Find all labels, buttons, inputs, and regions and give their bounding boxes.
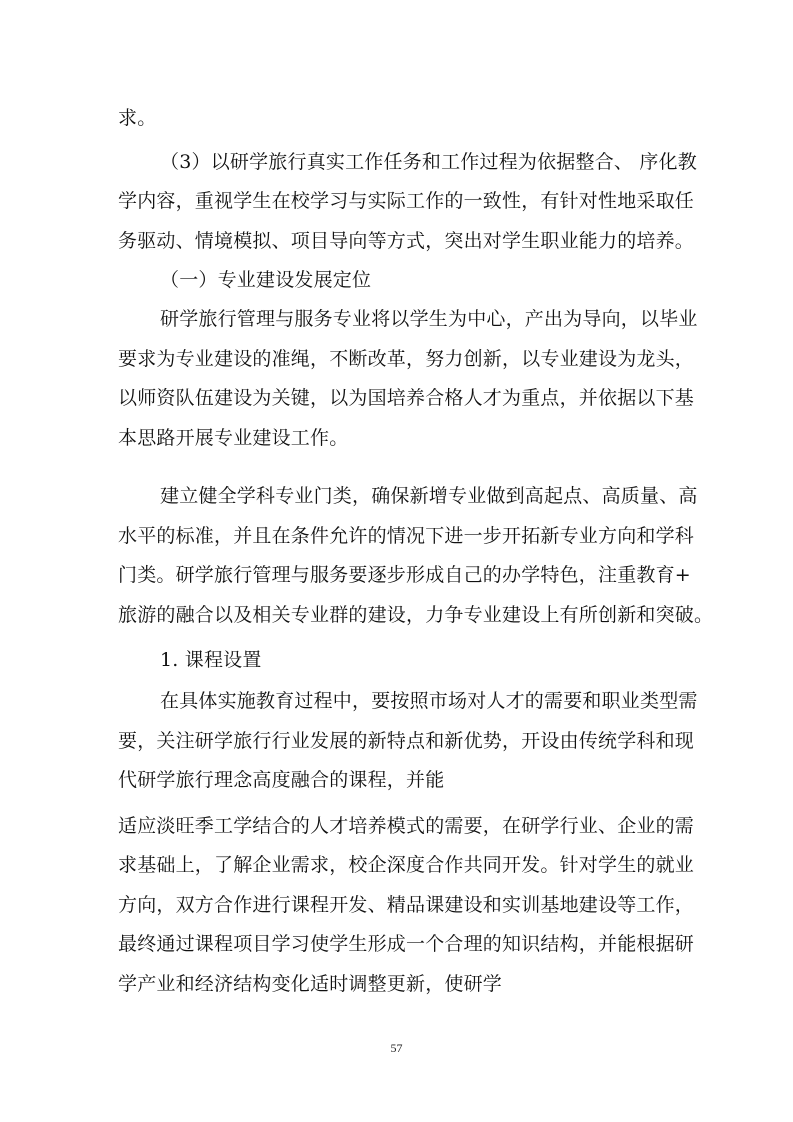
text-line: 最终通过课程项目学习使学生形成一个合理的知识结构，并能根据研 <box>118 933 695 955</box>
text-line: 旅游的融合以及相关专业群的建设，力争专业建设上有所创新和突破。 <box>118 604 714 626</box>
text-line: 在具体实施教育过程中，要按照市场对人才的需要和职业类型需 <box>160 690 698 712</box>
page-number: 57 <box>390 1041 403 1055</box>
section-heading: （一）专业建设发展定位 <box>160 269 372 291</box>
text-line: 务驱动、情境模拟、项目导向等方式，突出对学生职业能力的培养。 <box>118 230 695 252</box>
text-line: 水平的标准，并且在条件允许的情况下进一步开拓新专业方向和学科 <box>118 525 695 547</box>
text-line: 求。 <box>118 107 157 129</box>
subsection-heading: 1. 课程设置 <box>160 649 262 671</box>
text-line: 建立健全学科专业门类，确保新增专业做到高起点、高质量、高 <box>160 485 698 507</box>
text-line: 研学旅行管理与服务专业将以学生为中心，产出为导向，以毕业 <box>160 308 698 330</box>
text-line: 求基础上，了解企业需求，校企深度合作共同开发。针对学生的就业 <box>118 854 695 876</box>
text-line: 方向，双方合作进行课程开发、精品课建设和实训基地建设等工作， <box>118 894 695 916</box>
text-line: （3）以研学旅行真实工作任务和工作过程为依据整合、 序化教 <box>160 151 697 173</box>
text-line: 代研学旅行理念高度融合的课程，并能 <box>118 769 445 791</box>
text-line: 学产业和经济结构变化适时调整更新，使研学 <box>118 973 503 995</box>
text-line: 适应淡旺季工学结合的人才培养模式的需要，在研学行业、企业的需 <box>118 815 695 837</box>
text-line: 门类。研学旅行管理与服务要逐步形成自己的办学特色，注重教育+ <box>118 564 691 586</box>
text-line: 要求为专业建设的准绳，不断改革，努力创新，以专业建设为龙头， <box>118 348 695 370</box>
text-line: 以师资队伍建设为关键，以为国培养合格人才为重点，并依据以下基 <box>118 387 695 409</box>
text-line: 本思路开展专业建设工作。 <box>118 427 349 449</box>
text-line: 学内容，重视学生在校学习与实际工作的一致性，有针对性地采取任 <box>118 190 695 212</box>
text-line: 要，关注研学旅行行业发展的新特点和新优势，开设由传统学科和现 <box>118 730 695 752</box>
